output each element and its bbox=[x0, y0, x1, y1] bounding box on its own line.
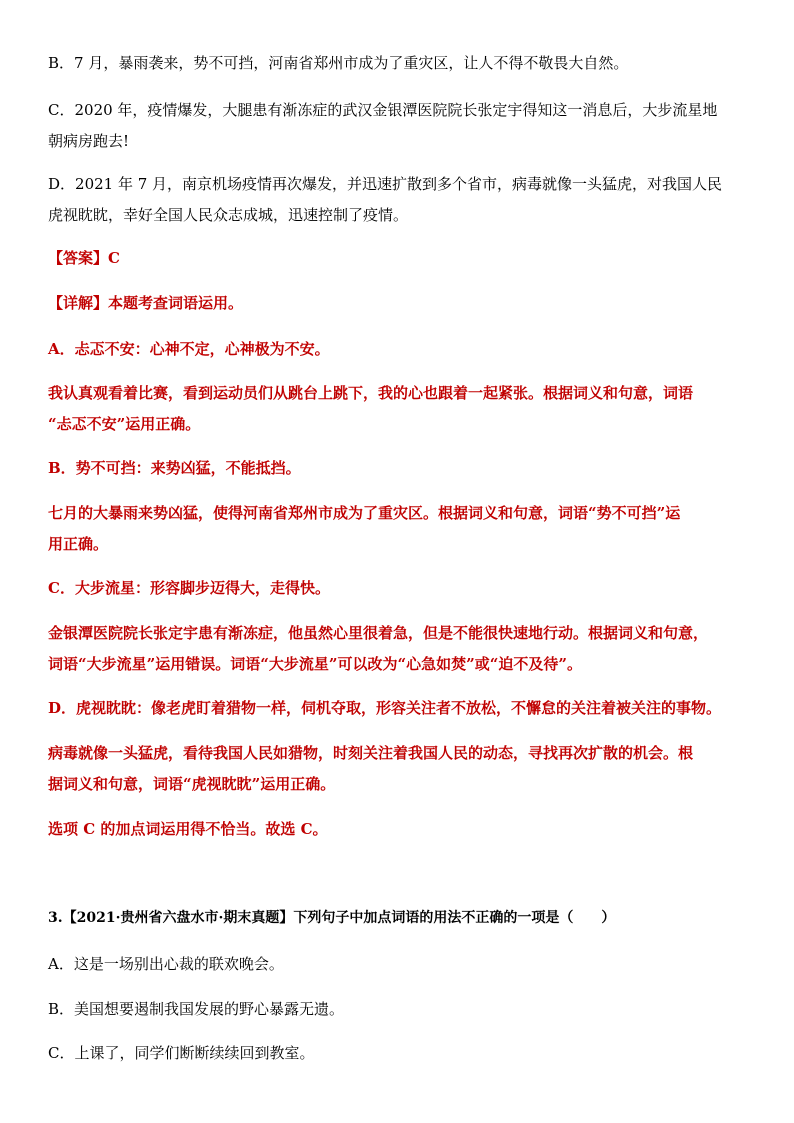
option-d-text bbox=[48, 169, 748, 231]
explanation-d-definition-text: D．虎视眈眈：像老虎盯着猎物一样，伺机夺取，形容关注者不放松，不懈怠的关注着被关注的事物。 bbox=[48, 699, 722, 717]
explanation-d-analysis bbox=[48, 738, 748, 800]
explanation-conclusion bbox=[48, 814, 748, 845]
explanation-a-analysis-line-2: “忐忑不安”运用正确。 bbox=[48, 415, 201, 433]
explanation-a-analysis bbox=[48, 378, 748, 440]
explanation-a-analysis-line-1: 我认真观看着比赛，看到运动员们从跳台上跳下，我的心也跟着一起紧张。根据词义和句意，词语 bbox=[48, 384, 694, 402]
answer-label bbox=[48, 243, 748, 274]
option-c-line-2: 朝病房跑去! bbox=[48, 132, 130, 150]
explanation-d-analysis-line-2: 据词义和句意，词语“虎视眈眈”运用正确。 bbox=[48, 775, 336, 793]
question-3-option-b-text: B．美国想要遏制我国发展的野心暴露无遗。 bbox=[48, 1000, 345, 1018]
explanation-a-definition bbox=[48, 334, 748, 365]
explanation-a-definition-text: A．忐忑不安：心神不定，心神极为不安。 bbox=[48, 340, 330, 358]
question-3-option-a bbox=[48, 949, 748, 980]
explanation-b-analysis-line-1: 七月的大暴雨来势凶猛，使得河南省郑州市成为了重灾区。根据词义和句意，词语“势不可挡”运 bbox=[48, 504, 681, 522]
question-3-option-b bbox=[48, 994, 748, 1025]
explanation-d-analysis-line-1: 病毒就像一头猛虎，看待我国人民如猎物，时刻关注着我国人民的动态，寻找再次扩散的机会。根 bbox=[48, 744, 694, 762]
option-c-line-1: C．2020 年，疫情爆发，大腿患有渐冻症的武汉金银潭医院院长张定宇得知这一消息后，大步流星地 bbox=[48, 101, 718, 119]
question-3-option-a-text: A．这是一场别出心裁的联欢晚会。 bbox=[48, 955, 284, 973]
explanation-c-analysis bbox=[48, 618, 748, 680]
explanation-b-analysis-line-2: 用正确。 bbox=[48, 535, 109, 553]
option-d-line-1: D．2021 年 7 月，南京机场疫情再次爆发，并迅速扩散到多个省市，病毒就像一头猛虎，对我国人民 bbox=[48, 175, 723, 193]
option-b-line-1: B．7 月，暴雨袭来，势不可挡，河南省郑州市成为了重灾区，让人不得不敬畏大自然。 bbox=[48, 54, 629, 72]
explanation-b-analysis bbox=[48, 498, 748, 560]
question-3-option-c bbox=[48, 1038, 748, 1069]
explanation-c-definition bbox=[48, 573, 748, 604]
option-d-line-2: 虎视眈眈，幸好全国人民众志成城，迅速控制了疫情。 bbox=[48, 206, 409, 224]
question-3-option-c-text: C．上课了，同学们断断续续回到教室。 bbox=[48, 1044, 315, 1062]
explanation-b-definition bbox=[48, 453, 748, 484]
option-b-text bbox=[48, 48, 748, 79]
answer-text: 【答案】C bbox=[48, 249, 120, 267]
explanation-d-definition bbox=[48, 693, 748, 724]
explanation-c-analysis-line-2: 词语“大步流星”运用错误。词语“大步流星”可以改为“心急如焚”或“迫不及待”。 bbox=[48, 655, 583, 673]
explanation-b-definition-text: B．势不可挡：来势凶猛，不能抵挡。 bbox=[48, 459, 301, 477]
explanation-c-definition-text: C．大步流星：形容脚步迈得大，走得快。 bbox=[48, 579, 330, 597]
explanation-heading-text: 【详解】本题考查词语运用。 bbox=[48, 294, 244, 312]
explanation-conclusion-text: 选项 C 的加点词运用得不恰当。故选 C。 bbox=[48, 820, 328, 838]
explanation-heading bbox=[48, 288, 748, 319]
question-3-stem bbox=[48, 903, 748, 934]
question-3-stem-text: 3.【2021·贵州省六盘水市·期末真题】下列句子中加点词语的用法不正确的一项是（ ） bbox=[48, 910, 616, 926]
explanation-c-analysis-line-1: 金银潭医院院长张定宇患有渐冻症，他虽然心里很着急，但是不能很快速地行动。根据词义和句意， bbox=[48, 624, 709, 642]
option-c-text bbox=[48, 95, 748, 157]
